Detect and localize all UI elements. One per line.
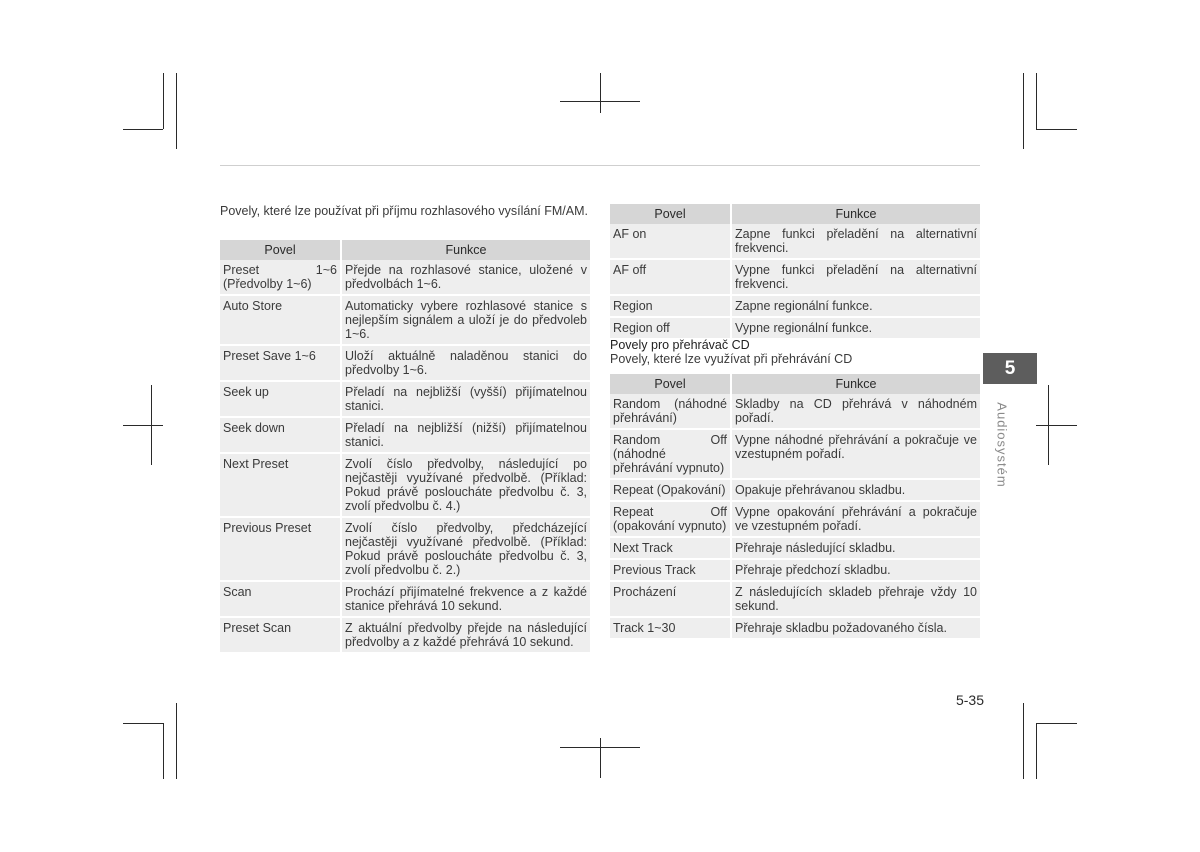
cd-commands-title: Povely pro přehrávač CD: [610, 338, 750, 352]
function-cell: Automaticky vybere rozhlasové stanice s nejlepším signálem a uloží je do předvoleb 1~6.: [341, 295, 590, 345]
table-row: [220, 617, 590, 652]
crop-mark-line: [1036, 73, 1037, 129]
function-cell: Uloží aktuálně naladěnou stanici do předvolby 1~6.: [341, 345, 590, 381]
crop-mark-line: [163, 73, 164, 129]
table-row: [220, 581, 590, 617]
table-row: [610, 259, 980, 295]
table-row: [220, 517, 590, 581]
table-row: [610, 537, 980, 559]
function-cell: Vypne funkci přeladění na alternativní frekvenci.: [731, 259, 980, 295]
command-cell: Seek up: [220, 381, 341, 417]
crop-mark-line: [1023, 73, 1024, 149]
table-row: [610, 394, 980, 429]
command-cell: AF off: [610, 259, 731, 295]
column-header-command: Povel: [610, 374, 731, 394]
command-cell: Repeat (Opakování): [610, 479, 731, 501]
function-cell: Vypne opakování přehrávání a pokračuje ve vzestupném pořadí.: [731, 501, 980, 537]
table-row: [610, 501, 980, 537]
crop-mark-line: [123, 129, 163, 130]
radio-commands-table: [220, 240, 590, 652]
command-cell: Previous Track: [610, 559, 731, 581]
command-cell: Preset 1~6 (Předvolby 1~6): [220, 260, 341, 295]
function-cell: Přehraje následující skladbu.: [731, 537, 980, 559]
function-cell: Prochází přijímatelné frekvence a z každé stanice přehrává 10 sekund.: [341, 581, 590, 617]
cd-commands-table: [610, 374, 980, 638]
command-cell: Scan: [220, 581, 341, 617]
registration-mark-line: [600, 73, 601, 113]
function-cell: Zapne regionální funkce.: [731, 295, 980, 317]
function-cell: Přehraje skladbu požadovaného čísla.: [731, 617, 980, 638]
table-row: [610, 559, 980, 581]
function-cell: Skladby na CD přehrává v náhodném pořadí.: [731, 394, 980, 429]
registration-mark-line: [1048, 385, 1049, 465]
column-header-function: Funkce: [341, 240, 590, 260]
function-cell: Vypne regionální funkce.: [731, 317, 980, 338]
command-cell: Preset Save 1~6: [220, 345, 341, 381]
table-row: [220, 260, 590, 295]
crop-mark-line: [1036, 129, 1077, 130]
function-cell: Přeladí na nejbližší (nižší) přijímatelnou stanici.: [341, 417, 590, 453]
command-cell: Random (náhodné přehrávání): [610, 394, 731, 429]
crop-mark-line: [1036, 723, 1077, 724]
command-cell: Procházení: [610, 581, 731, 617]
crop-mark-line: [176, 73, 177, 149]
table-row: [610, 295, 980, 317]
column-header-command: Povel: [610, 204, 731, 224]
function-cell: Z následujících skladeb přehraje vždy 10 sekund.: [731, 581, 980, 617]
crop-mark-line: [1036, 723, 1037, 779]
function-cell: Vypne náhodné přehrávání a pokračuje ve vzestupném pořadí.: [731, 429, 980, 479]
function-cell: Přeladí na nejbližší (vyšší) přijímatelnou stanici.: [341, 381, 590, 417]
radio-commands-intro: Povely, které lze používat při příjmu rozhlasového vysílání FM/AM.: [220, 204, 588, 218]
function-cell: Zapne funkci přeladění na alternativní frekvenci.: [731, 224, 980, 259]
registration-mark-line: [600, 738, 601, 778]
command-cell: Previous Preset: [220, 517, 341, 581]
table-row: [220, 453, 590, 517]
function-cell: Zvolí číslo předvolby, následující po nejčastěji využívané předvolbě. (Příklad: Pokud právě posloucháte předvolbu č. 3, zvolí předvolbu č. 4.): [341, 453, 590, 517]
command-cell: Region off: [610, 317, 731, 338]
table-row: [610, 581, 980, 617]
column-header-function: Funkce: [731, 204, 980, 224]
registration-mark-line: [1036, 425, 1077, 426]
function-cell: Opakuje přehrávanou skladbu.: [731, 479, 980, 501]
table-row: [220, 417, 590, 453]
crop-mark-line: [163, 723, 164, 779]
command-cell: Random Off (náhodné přehrávání vypnuto): [610, 429, 731, 479]
column-header-command: Povel: [220, 240, 341, 260]
rds-commands-table: [610, 204, 980, 338]
command-cell: Repeat Off (opakování vypnuto): [610, 501, 731, 537]
command-cell: Track 1~30: [610, 617, 731, 638]
page-number: 5-35: [955, 692, 984, 708]
header-rule: [220, 165, 980, 166]
registration-mark-line: [123, 425, 163, 426]
chapter-tab: 5: [983, 353, 1037, 384]
column-header-function: Funkce: [731, 374, 980, 394]
command-cell: Preset Scan: [220, 617, 341, 652]
crop-mark-line: [1023, 703, 1024, 779]
table-row: [220, 345, 590, 381]
function-cell: Přejde na rozhlasové stanice, uložené v předvolbách 1~6.: [341, 260, 590, 295]
function-cell: Z aktuální předvolby přejde na následující předvolby a z každé přehrává 10 sekund.: [341, 617, 590, 652]
chapter-side-label: Audiosystém: [994, 402, 1010, 488]
command-cell: Next Track: [610, 537, 731, 559]
command-cell: AF on: [610, 224, 731, 259]
cd-commands-subtitle: Povely, které lze využívat při přehrávání CD: [610, 352, 853, 366]
table-row: [610, 224, 980, 259]
command-cell: Auto Store: [220, 295, 341, 345]
crop-mark-line: [123, 723, 163, 724]
command-cell: Next Preset: [220, 453, 341, 517]
registration-mark-line: [151, 385, 152, 465]
command-cell: Seek down: [220, 417, 341, 453]
table-row: [610, 479, 980, 501]
command-cell: Region: [610, 295, 731, 317]
table-row: [220, 381, 590, 417]
table-row: [610, 429, 980, 479]
function-cell: Přehraje předchozí skladbu.: [731, 559, 980, 581]
crop-mark-line: [176, 703, 177, 779]
table-row: [610, 617, 980, 638]
table-row: [610, 317, 980, 338]
function-cell: Zvolí číslo předvolby, předcházející nejčastěji využívané předvolbě. (Příklad: Pokud právě posloucháte předvolbu č. 3, zvolí předvolbu č. 2.): [341, 517, 590, 581]
table-row: [220, 295, 590, 345]
